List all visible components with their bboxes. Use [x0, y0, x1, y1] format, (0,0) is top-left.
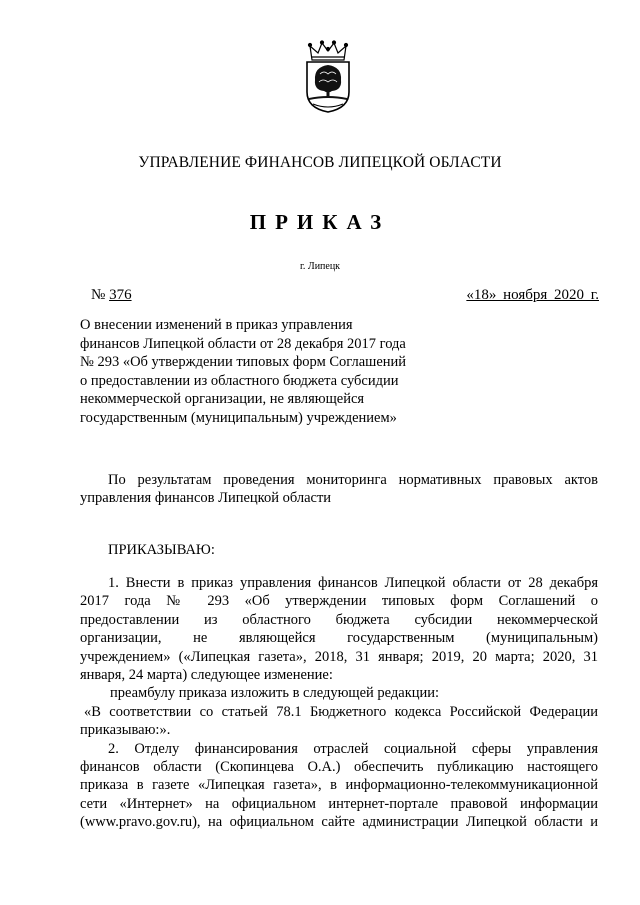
subject-line: о предоставлении из областного бюджета субсидии [80, 372, 399, 389]
item-1-paragraph [80, 574, 598, 832]
paragraph-line: учреждением» («Липецкая газета», 2018, 31 января; 2019, 20 марта; 2020, 31 [80, 648, 598, 665]
subject-line: финансов Липецкой области от 28 декабря 2017 года [80, 335, 406, 352]
coat-of-arms-emblem [298, 40, 358, 114]
paragraph-line: управления финансов Липецкой области [80, 490, 332, 507]
paragraph-line: По результатам проведения мониторинга нормативных правовых актов [108, 472, 598, 488]
document-type-title: ПРИКАЗ [249, 210, 391, 234]
city-label: г. Липецк [299, 261, 341, 272]
paragraph-line: финансов области (Скопинцева О.А.) обеспечить публикацию настоящего [80, 759, 598, 776]
paragraph-line: 1. Внести в приказ управления финансов Липецкой области от 28 декабря [108, 575, 598, 591]
number-value: 376 [109, 287, 132, 303]
paragraph-line: января, 24 марта) следующее изменение: [80, 667, 333, 684]
organization-name: УПРАВЛЕНИЕ ФИНАНСОВ ЛИПЕЦКОЙ ОБЛАСТИ [138, 154, 502, 171]
paragraph-line: сети «Интернет» на официальном интернет-портале правовой информации [80, 795, 598, 812]
change-intro-line: преамбулу приказа изложить в следующей редакции: [110, 685, 440, 702]
paragraph-line: организации, не являющейся государственным (муниципальным) [80, 630, 598, 647]
paragraph-line: 2017 года № 293 «Об утверждении типовых форм Соглашений о [80, 593, 598, 610]
paragraph-line: предоставлении из областного бюджета субсидии некоммерческой [80, 611, 598, 628]
subject-line: некоммерческой организации, не являющейся [80, 391, 365, 407]
paragraph-line: 2. Отделу финансирования отраслей социальной сферы управления [108, 740, 598, 757]
quote-line: «В соответствии со статьей 78.1 Бюджетного кодекса Российской Федерации [84, 703, 598, 720]
paragraph-line: приказа в газете «Липецкая газета», в информационно-телекоммуникационной [80, 777, 598, 794]
quote-line: приказываю:». [80, 722, 171, 739]
subject-block [80, 316, 440, 427]
paragraph-line: (www.pravo.gov.ru), на официальном сайте администрации Липецкой области и [80, 814, 598, 831]
document-number [91, 286, 132, 305]
order-word: ПРИКАЗЫВАЮ: [108, 542, 215, 558]
subject-line: № 293 «Об утверждении типовых форм Соглашений [80, 354, 407, 370]
number-prefix: № [91, 287, 106, 303]
subject-line: государственным (муниципальным) учреждением» [80, 409, 397, 426]
subject-line: О внесении изменений в приказ управления [80, 317, 353, 333]
document-date: «18» ноября 2020 г. [466, 287, 599, 303]
preamble-paragraph [80, 471, 598, 508]
